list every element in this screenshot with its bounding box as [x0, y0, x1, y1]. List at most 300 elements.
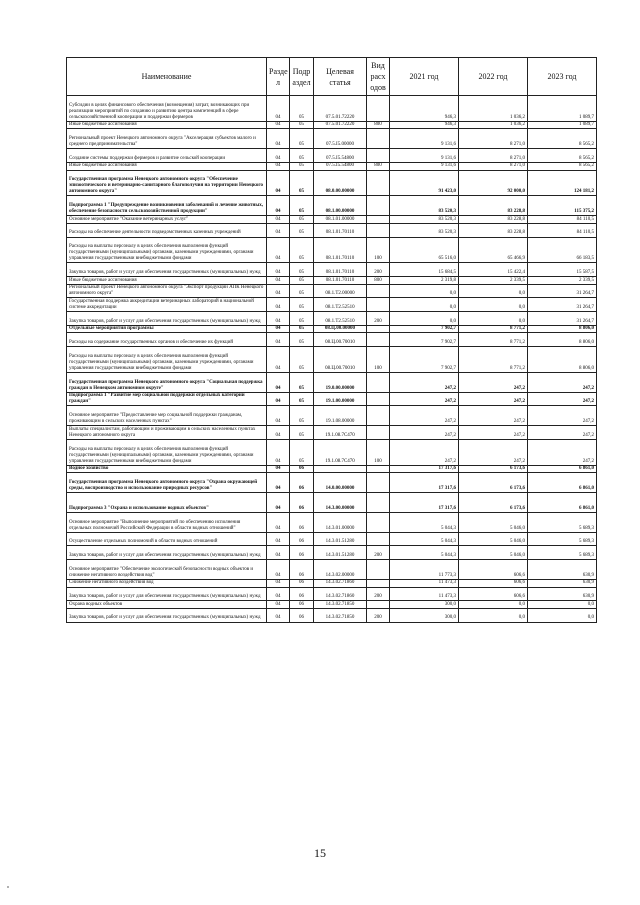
scan-mark: [7, 886, 9, 888]
row-2021-cell: 300,0: [390, 608, 459, 622]
row-target-cell: 14.3.01.51280: [314, 532, 367, 546]
row-2021-cell: 7 902,7: [390, 347, 459, 373]
table-row: [67, 601, 597, 609]
row-target-cell: 14.3.01.00000: [314, 512, 367, 532]
row-name-cell: Расходы на обеспечение деятельности подведомственных казенных учреждений: [67, 223, 267, 237]
row-2022-cell: 606,6: [459, 579, 528, 587]
row-expense-cell: [367, 532, 390, 546]
row-section-cell: 04: [267, 608, 290, 622]
row-expense-cell: [367, 325, 390, 333]
row-target-cell: 08.1.01.70110: [314, 237, 367, 263]
row-name-cell: Иные бюджетные ассигнования: [67, 162, 267, 170]
table-row: [67, 579, 597, 587]
row-name-cell: Государственная программа Ненецкого автономного округа "Социальная поддержка граждан в Ненецком автономном округе": [67, 372, 267, 392]
row-name-cell: Региональный проект Ненецкого автономного округа "Экспорт продукции АПК Ненецкого автономного округа": [67, 284, 267, 298]
header-year-2022: 2022 год: [459, 58, 528, 96]
row-2022-cell: 15 422,4: [459, 263, 528, 277]
row-expense-cell: [367, 473, 390, 493]
row-target-cell: 07.5.01.72220: [314, 121, 367, 129]
header-subsection: Подр аздел: [290, 58, 314, 96]
row-name-cell: Государственная программа Ненецкого автономного округа "Охрана окружающей среды, воспроизводство и использование природных ресурсов": [67, 473, 267, 493]
row-target-cell: 14.3.02.71850: [314, 608, 367, 622]
row-2023-cell: 247,2: [528, 439, 597, 465]
row-section-cell: 04: [267, 512, 290, 532]
row-2022-cell: 83 228,8: [459, 223, 528, 237]
row-2023-cell: 630,9: [528, 560, 597, 580]
table-row: [67, 196, 597, 216]
row-2021-cell: 91 423,0: [390, 170, 459, 196]
row-target-cell: 14.3.02.71860: [314, 587, 367, 601]
row-name-cell: Подпрограмма 3 "Охрана и использование водных объектов": [67, 493, 267, 513]
row-target-cell: 07.5.I5.54800: [314, 149, 367, 163]
row-subsection-cell: 05: [290, 170, 314, 196]
row-name-cell: Отдельные мероприятия программы: [67, 325, 267, 333]
row-name-cell: Основное мероприятие "Обеспечение экологической безопасности водных объектов и снижение негативного воздействия вод": [67, 560, 267, 580]
row-2022-cell: 606,6: [459, 587, 528, 601]
row-2022-cell: 6 173,6: [459, 473, 528, 493]
row-2021-cell: 83 520,3: [390, 223, 459, 237]
row-name-cell: Основное мероприятие "Оказание ветеринарных услуг": [67, 216, 267, 224]
row-expense-cell: [367, 216, 390, 224]
page-number: 15: [314, 846, 326, 860]
row-expense-cell: 200: [367, 587, 390, 601]
table-row: [67, 277, 597, 285]
row-2023-cell: 6 861,0: [528, 473, 597, 493]
row-2022-cell: 5 046,0: [459, 532, 528, 546]
row-2023-cell: 15 587,5: [528, 263, 597, 277]
row-target-cell: 08.1.T2.52510: [314, 298, 367, 312]
row-name-cell: Создание системы поддержки фермеров и развитие сельской кооперации: [67, 149, 267, 163]
row-section-cell: 04: [267, 473, 290, 493]
row-expense-cell: 200: [367, 263, 390, 277]
row-section-cell: 04: [267, 223, 290, 237]
row-2023-cell: 247,2: [528, 372, 597, 392]
row-section-cell: 04: [267, 298, 290, 312]
row-subsection-cell: 05: [290, 149, 314, 163]
row-section-cell: 04: [267, 426, 290, 440]
row-section-cell: 04: [267, 560, 290, 580]
row-2022-cell: 0,0: [459, 601, 528, 609]
row-name-cell: Расходы на выплаты персоналу в целях обеспечения выполнения функций государственными (муниципальными) органами, казенными учреждениями, органами управления государственными внебюджетными фондами: [67, 237, 267, 263]
row-target-cell: 14.3.02.71860: [314, 579, 367, 587]
table-row: [67, 426, 597, 440]
row-2022-cell: 5 046,0: [459, 546, 528, 560]
table-row: [67, 129, 597, 149]
header-year-2023: 2023 год: [528, 58, 597, 96]
row-name-cell: Региональный проект Ненецкого автономного округа "Акселерация субъектов малого и среднего предпринимательства": [67, 129, 267, 149]
table-row: [67, 216, 597, 224]
row-2021-cell: 83 520,3: [390, 196, 459, 216]
row-section-cell: 04: [267, 532, 290, 546]
row-subsection-cell: 05: [290, 372, 314, 392]
row-2021-cell: 65 516,0: [390, 237, 459, 263]
table-header: [67, 58, 597, 96]
row-name-cell: Расходы на выплаты персоналу в целях обеспечения выполнения функций государственными (муниципальными) органами, казенными учреждениями, органами управления государственными внебюджетными фондами: [67, 347, 267, 373]
header-row: [67, 58, 597, 96]
row-subsection-cell: 06: [290, 546, 314, 560]
row-name-cell: Охрана водных объектов: [67, 601, 267, 609]
row-section-cell: 04: [267, 170, 290, 196]
row-2021-cell: 11 473,3: [390, 579, 459, 587]
table-row: [67, 223, 597, 237]
row-expense-cell: [367, 560, 390, 580]
row-expense-cell: [367, 284, 390, 298]
row-expense-cell: 200: [367, 546, 390, 560]
table-body: [67, 96, 597, 623]
row-2021-cell: 17 317,6: [390, 465, 459, 473]
row-section-cell: 04: [267, 277, 290, 285]
row-section-cell: 04: [267, 216, 290, 224]
row-subsection-cell: 06: [290, 601, 314, 609]
row-target-cell: 08.1.01.70110: [314, 263, 367, 277]
row-expense-cell: [367, 601, 390, 609]
row-section-cell: 04: [267, 579, 290, 587]
row-section-cell: 04: [267, 406, 290, 426]
table-row: [67, 439, 597, 465]
row-target-cell: 08.1.T2.00000: [314, 284, 367, 298]
row-subsection-cell: 06: [290, 579, 314, 587]
row-section-cell: 04: [267, 149, 290, 163]
row-section-cell: 04: [267, 587, 290, 601]
header-expense-type: Вид расх одов: [367, 58, 390, 96]
row-2021-cell: 2 319,8: [390, 277, 459, 285]
table-row: [67, 465, 597, 473]
row-2022-cell: 0,0: [459, 284, 528, 298]
row-section-cell: 04: [267, 372, 290, 392]
row-name-cell: Иные бюджетные ассигнования: [67, 277, 267, 285]
row-2021-cell: 247,2: [390, 439, 459, 465]
row-2023-cell: 1 089,7: [528, 96, 597, 122]
row-2023-cell: 66 183,5: [528, 237, 597, 263]
row-target-cell: 08.1.T2.52510: [314, 312, 367, 326]
row-subsection-cell: 06: [290, 608, 314, 622]
row-target-cell: 14.0.00.00000: [314, 473, 367, 493]
row-target-cell: 19.1.08.00000: [314, 406, 367, 426]
row-2022-cell: 8 771,2: [459, 347, 528, 373]
row-expense-cell: 100: [367, 237, 390, 263]
row-subsection-cell: 05: [290, 237, 314, 263]
row-target-cell: 07.5.I5.54800: [314, 162, 367, 170]
row-name-cell: Государственная поддержка аккредитации ветеринарных лабораторий в национальной системе аккредитации: [67, 298, 267, 312]
row-2023-cell: 8 565,2: [528, 149, 597, 163]
row-expense-cell: 100: [367, 439, 390, 465]
row-expense-cell: 100: [367, 347, 390, 373]
row-expense-cell: [367, 223, 390, 237]
table-row: [67, 149, 597, 163]
row-expense-cell: [367, 493, 390, 513]
table-row: [67, 96, 597, 122]
row-name-cell: Осуществление отдельных полномочий в области водных отношений: [67, 532, 267, 546]
row-2023-cell: 84 110,5: [528, 216, 597, 224]
row-2023-cell: 6 861,0: [528, 493, 597, 513]
row-2021-cell: 11 473,3: [390, 587, 459, 601]
row-section-cell: 04: [267, 162, 290, 170]
row-2021-cell: 946,3: [390, 121, 459, 129]
row-subsection-cell: 05: [290, 223, 314, 237]
row-target-cell: 07.5.01.72220: [314, 96, 367, 122]
row-2023-cell: 5 689,3: [528, 532, 597, 546]
row-section-cell: 04: [267, 129, 290, 149]
table-row: [67, 312, 597, 326]
row-2023-cell: 0,0: [528, 608, 597, 622]
row-2021-cell: 9 131,6: [390, 162, 459, 170]
row-section-cell: 04: [267, 392, 290, 406]
row-section-cell: 04: [267, 284, 290, 298]
row-2022-cell: 606,6: [459, 560, 528, 580]
header-name: Наименование: [67, 58, 267, 96]
row-subsection-cell: 05: [290, 347, 314, 373]
row-2021-cell: 0,0: [390, 298, 459, 312]
row-2023-cell: 1 089,7: [528, 121, 597, 129]
row-name-cell: Основное мероприятие "Предоставление мер социальной поддержки гражданам, проживающим в сельских населенных пунктах": [67, 406, 267, 426]
row-2021-cell: 7 902,7: [390, 333, 459, 347]
row-subsection-cell: 06: [290, 465, 314, 473]
header-section: Разде л: [267, 58, 290, 96]
row-2021-cell: 15 684,5: [390, 263, 459, 277]
row-2021-cell: 0,0: [390, 312, 459, 326]
row-section-cell: 04: [267, 465, 290, 473]
row-2023-cell: 6 861,0: [528, 465, 597, 473]
row-2021-cell: 9 131,6: [390, 129, 459, 149]
row-section-cell: 04: [267, 439, 290, 465]
row-name-cell: Закупка товаров, работ и услуг для обеспечения государственных (муниципальных) нужд: [67, 546, 267, 560]
row-subsection-cell: 06: [290, 473, 314, 493]
header-year-2021: 2021 год: [390, 58, 459, 96]
row-subsection-cell: 05: [290, 129, 314, 149]
row-target-cell: 19.0.00.00000: [314, 372, 367, 392]
row-2022-cell: 8 271,0: [459, 129, 528, 149]
row-2023-cell: 5 689,3: [528, 546, 597, 560]
row-target-cell: 14.3.02.71850: [314, 601, 367, 609]
row-name-cell: Подпрограмма 1 "Развитие мер социальной поддержки отдельных категорий граждан": [67, 392, 267, 406]
row-expense-cell: [367, 149, 390, 163]
row-subsection-cell: 05: [290, 216, 314, 224]
row-subsection-cell: 06: [290, 532, 314, 546]
row-2023-cell: 115 375,2: [528, 196, 597, 216]
row-subsection-cell: 05: [290, 333, 314, 347]
row-2021-cell: 83 520,3: [390, 216, 459, 224]
row-target-cell: 07.5.I5.00000: [314, 129, 367, 149]
row-target-cell: 08.1.00.00000: [314, 196, 367, 216]
row-expense-cell: [367, 406, 390, 426]
row-name-cell: Субсидии в целях финансового обеспечения (возмещения) затрат, возникающих при реализации мероприятий по созданию и развитию центра компетенций в сфере сельскохозяйственной кооперации и поддержки фермеров: [67, 96, 267, 122]
row-section-cell: 04: [267, 237, 290, 263]
row-name-cell: Закупка товаров, работ и услуг для обеспечения государственных (муниципальных) нужд: [67, 587, 267, 601]
table-row: [67, 493, 597, 513]
row-2021-cell: 7 902,7: [390, 325, 459, 333]
row-2023-cell: 8 806,0: [528, 325, 597, 333]
row-2021-cell: 11 773,3: [390, 560, 459, 580]
row-subsection-cell: 05: [290, 298, 314, 312]
row-target-cell: 08.Ц.00.70010: [314, 333, 367, 347]
table-row: [67, 608, 597, 622]
table-row: [67, 406, 597, 426]
table-row: [67, 263, 597, 277]
row-2022-cell: 0,0: [459, 608, 528, 622]
row-2022-cell: 83 228,8: [459, 196, 528, 216]
table-row: [67, 284, 597, 298]
row-2023-cell: 31 264,7: [528, 298, 597, 312]
row-2021-cell: 5 044,3: [390, 532, 459, 546]
row-subsection-cell: 05: [290, 96, 314, 122]
table-row: [67, 532, 597, 546]
row-target-cell: 19.1.08.7С470: [314, 439, 367, 465]
row-name-cell: Закупка товаров, работ и услуг для обеспечения государственных (муниципальных) нужд: [67, 312, 267, 326]
row-2021-cell: 5 044,3: [390, 546, 459, 560]
row-2023-cell: 5 689,3: [528, 512, 597, 532]
row-expense-cell: [367, 170, 390, 196]
row-2023-cell: 31 264,7: [528, 284, 597, 298]
row-2022-cell: 247,2: [459, 406, 528, 426]
row-subsection-cell: 06: [290, 587, 314, 601]
row-2021-cell: 9 131,6: [390, 149, 459, 163]
row-name-cell: Водное хозяйство: [67, 465, 267, 473]
row-subsection-cell: 05: [290, 439, 314, 465]
row-2023-cell: 8 565,2: [528, 162, 597, 170]
row-section-cell: 04: [267, 196, 290, 216]
table-row: [67, 333, 597, 347]
row-subsection-cell: 05: [290, 263, 314, 277]
table-row: [67, 587, 597, 601]
row-subsection-cell: 05: [290, 196, 314, 216]
row-expense-cell: [367, 579, 390, 587]
table-row: [67, 560, 597, 580]
row-2022-cell: 6 173,6: [459, 465, 528, 473]
row-2022-cell: 8 271,0: [459, 149, 528, 163]
row-2022-cell: 247,2: [459, 439, 528, 465]
row-2021-cell: 0,0: [390, 284, 459, 298]
row-2022-cell: 8 271,0: [459, 162, 528, 170]
row-subsection-cell: 05: [290, 392, 314, 406]
row-2021-cell: 946,3: [390, 96, 459, 122]
table-row: [67, 372, 597, 392]
row-target-cell: 08.Ц.00.00000: [314, 325, 367, 333]
row-2023-cell: 8 565,2: [528, 129, 597, 149]
row-2021-cell: 247,2: [390, 426, 459, 440]
row-2021-cell: 5 044,3: [390, 512, 459, 532]
table-row: [67, 347, 597, 373]
row-name-cell: Расходы на содержание государственных органов и обеспечение их функций: [67, 333, 267, 347]
row-subsection-cell: 06: [290, 493, 314, 513]
row-subsection-cell: 05: [290, 406, 314, 426]
row-expense-cell: 800: [367, 162, 390, 170]
row-expense-cell: 200: [367, 312, 390, 326]
row-2022-cell: 247,2: [459, 372, 528, 392]
row-subsection-cell: 05: [290, 162, 314, 170]
row-2023-cell: 630,9: [528, 579, 597, 587]
row-section-cell: 04: [267, 96, 290, 122]
row-2022-cell: 247,2: [459, 392, 528, 406]
row-target-cell: 08.1.01.70110: [314, 277, 367, 285]
row-expense-cell: [367, 196, 390, 216]
row-target-cell: 19.1.00.00000: [314, 392, 367, 406]
row-expense-cell: 800: [367, 277, 390, 285]
row-2022-cell: 8 771,2: [459, 325, 528, 333]
row-2021-cell: 247,2: [390, 392, 459, 406]
row-target-cell: 14.3.01.51280: [314, 546, 367, 560]
row-subsection-cell: 05: [290, 284, 314, 298]
row-expense-cell: [367, 426, 390, 440]
row-expense-cell: [367, 96, 390, 122]
table-row: [67, 512, 597, 532]
row-name-cell: Иные бюджетные ассигнования: [67, 121, 267, 129]
row-target-cell: 14.3.00.00000: [314, 493, 367, 513]
row-expense-cell: 800: [367, 121, 390, 129]
row-subsection-cell: 05: [290, 121, 314, 129]
row-subsection-cell: 06: [290, 560, 314, 580]
row-target-cell: 14.3.02.00000: [314, 560, 367, 580]
row-expense-cell: [367, 512, 390, 532]
row-2022-cell: 1 036,2: [459, 121, 528, 129]
table-row: [67, 546, 597, 560]
row-2023-cell: 247,2: [528, 406, 597, 426]
row-section-cell: 04: [267, 493, 290, 513]
row-expense-cell: [367, 372, 390, 392]
row-name-cell: Снижение негативного воздействия вод: [67, 579, 267, 587]
row-name-cell: Государственная программа Ненецкого автономного округа "Обеспечение эпизоотического и ветеринарно-санитарного благополучия на территории Ненецкого автономного округа": [67, 170, 267, 196]
row-2023-cell: 247,2: [528, 392, 597, 406]
row-target-cell: 08.1.01.00000: [314, 216, 367, 224]
table-row: [67, 392, 597, 406]
row-2023-cell: 31 264,7: [528, 312, 597, 326]
row-2023-cell: 124 181,2: [528, 170, 597, 196]
row-2023-cell: 8 806,0: [528, 347, 597, 373]
row-2022-cell: 2 339,5: [459, 277, 528, 285]
row-section-cell: 04: [267, 601, 290, 609]
row-2021-cell: 17 317,6: [390, 473, 459, 493]
table-row: [67, 298, 597, 312]
row-expense-cell: 200: [367, 608, 390, 622]
row-section-cell: 04: [267, 347, 290, 373]
row-expense-cell: [367, 298, 390, 312]
row-2023-cell: 630,9: [528, 587, 597, 601]
row-2021-cell: 247,2: [390, 406, 459, 426]
row-section-cell: 04: [267, 325, 290, 333]
row-subsection-cell: 06: [290, 512, 314, 532]
row-expense-cell: [367, 333, 390, 347]
row-name-cell: Расходы на выплаты персоналу в целях обеспечения выполнения функций государственными (муниципальными) органами, казенными учреждениями, органами управления государственными внебюджетными фондами: [67, 439, 267, 465]
budget-table: [66, 57, 597, 623]
row-2023-cell: 84 110,5: [528, 223, 597, 237]
table-row: [67, 325, 597, 333]
row-name-cell: Выплаты специалистам, работающим и проживающим в сельских населенных пунктах Ненецкого автономного округа: [67, 426, 267, 440]
row-2022-cell: 83 228,8: [459, 216, 528, 224]
row-2022-cell: 1 036,2: [459, 96, 528, 122]
row-section-cell: 04: [267, 333, 290, 347]
row-2022-cell: 0,0: [459, 298, 528, 312]
row-section-cell: 04: [267, 546, 290, 560]
row-2022-cell: 6 173,6: [459, 493, 528, 513]
row-2023-cell: 8 806,0: [528, 333, 597, 347]
row-name-cell: Подпрограмма 1 "Предупреждение возникновения заболеваний и лечение животных, обеспечение безопасности сельскохозяйственной продукции": [67, 196, 267, 216]
row-subsection-cell: 05: [290, 277, 314, 285]
table-row: [67, 473, 597, 493]
row-2023-cell: 247,2: [528, 426, 597, 440]
row-section-cell: 04: [267, 312, 290, 326]
row-2022-cell: 65 466,9: [459, 237, 528, 263]
row-expense-cell: [367, 392, 390, 406]
header-target-article: Целевая статья: [314, 58, 367, 96]
row-subsection-cell: 05: [290, 325, 314, 333]
row-expense-cell: [367, 465, 390, 473]
table-row: [67, 162, 597, 170]
row-target-cell: 19.1.08.7С470: [314, 426, 367, 440]
row-target-cell: [314, 465, 367, 473]
row-2023-cell: 0,0: [528, 601, 597, 609]
row-name-cell: Закупка товаров, работ и услуг для обеспечения государственных (муниципальных) нужд: [67, 263, 267, 277]
row-expense-cell: [367, 129, 390, 149]
row-2021-cell: 17 317,6: [390, 493, 459, 513]
